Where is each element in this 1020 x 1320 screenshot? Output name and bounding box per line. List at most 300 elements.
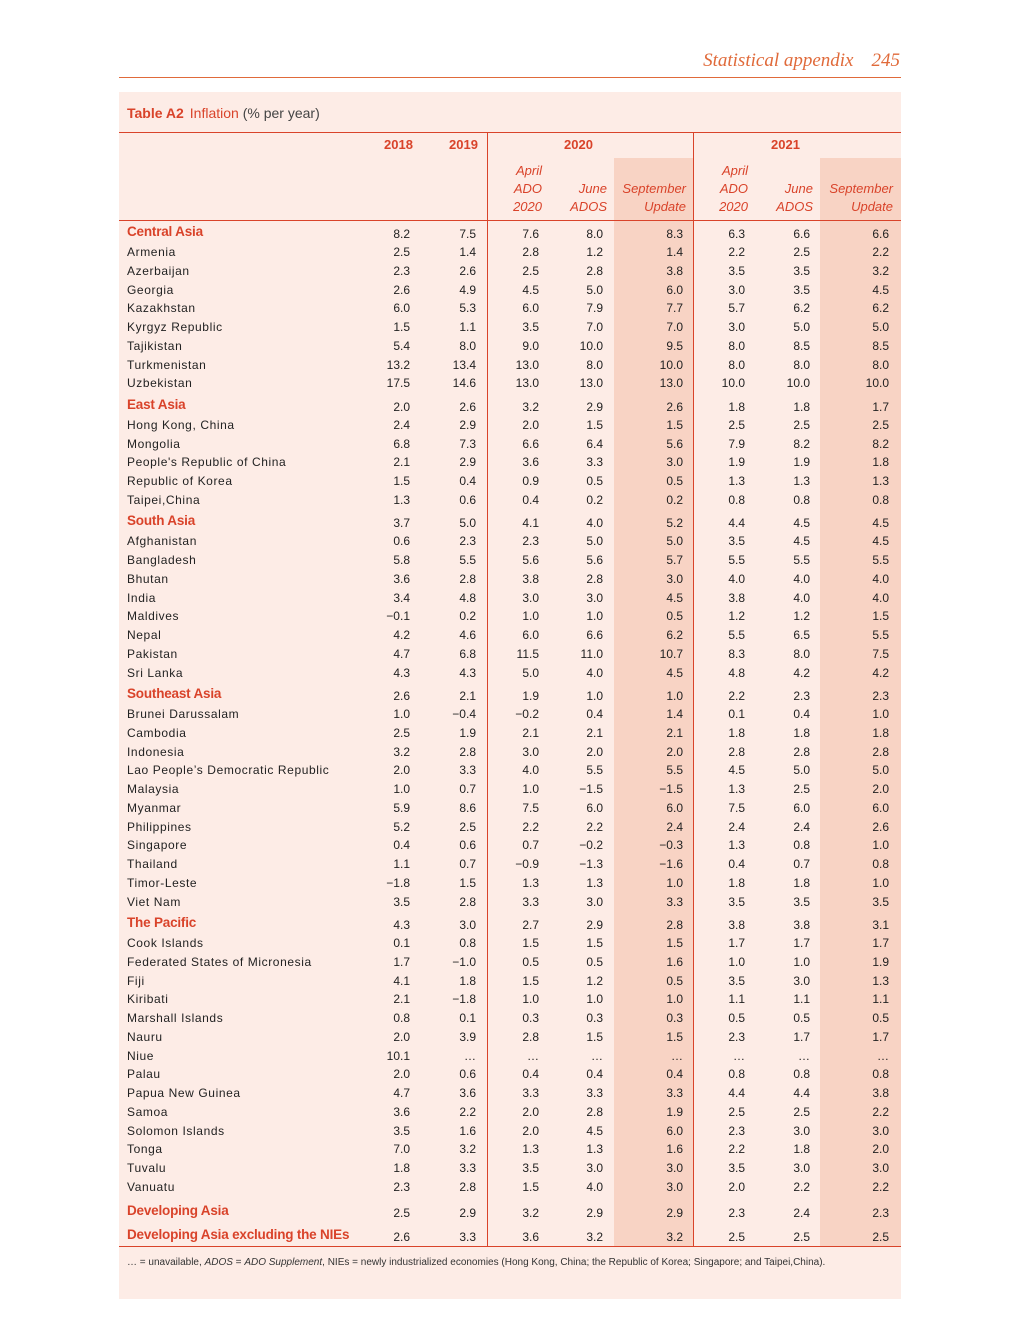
value-cell: 2.0 [393, 399, 410, 414]
value-cell: 2.6 [393, 282, 410, 297]
value-cell: 3.0 [728, 282, 745, 297]
value-cell: 6.0 [666, 800, 683, 815]
table-row [119, 491, 901, 509]
value-cell: −0.2 [579, 838, 603, 853]
value-cell: 13.0 [659, 376, 683, 391]
value-cell: 0.4 [666, 1067, 683, 1082]
table-group-row [119, 397, 901, 417]
value-cell: 4.0 [586, 665, 603, 680]
economy-name: Cambodia [127, 725, 187, 740]
value-cell: 10.0 [786, 376, 810, 391]
economy-name: Kiribati [127, 992, 169, 1007]
value-cell: 1.3 [728, 838, 745, 853]
value-cell: 0.4 [459, 474, 476, 489]
value-cell: 0.8 [728, 1067, 745, 1082]
value-cell: 4.4 [793, 1086, 810, 1100]
value-cell: 0.7 [522, 838, 539, 853]
value-cell: 0.8 [793, 1067, 810, 1082]
value-cell: 1.3 [793, 474, 810, 489]
value-cell: 3.5 [728, 1161, 745, 1175]
value-cell: 3.6 [522, 1230, 539, 1245]
value-cell: 6.2 [872, 301, 889, 316]
value-cell: 2.1 [393, 455, 410, 470]
value-cell: 2.6 [459, 263, 476, 278]
value-cell: 2.0 [586, 744, 603, 759]
value-cell: 4.2 [872, 665, 889, 680]
value-cell: 1.4 [666, 245, 683, 260]
value-cell: 5.0 [586, 282, 603, 297]
value-cell: 3.6 [393, 1104, 410, 1119]
value-cell: 2.1 [522, 725, 539, 740]
table-row [119, 705, 901, 723]
value-cell: 0.4 [393, 838, 410, 853]
value-cell: −0.9 [515, 857, 539, 872]
value-cell: 5.5 [728, 628, 745, 643]
table-row [119, 607, 901, 625]
table-row [119, 243, 901, 261]
value-cell: 0.2 [666, 492, 683, 507]
table-row [119, 972, 901, 990]
value-cell: … [464, 1048, 476, 1063]
value-cell: 1.1 [728, 992, 745, 1007]
value-cell: 2.2 [728, 245, 745, 260]
table-row [119, 836, 901, 854]
table-row [119, 281, 901, 299]
value-cell: 2.7 [522, 917, 539, 932]
value-cell: 5.7 [728, 301, 745, 316]
value-cell: 2.8 [586, 263, 603, 278]
value-cell: 2.6 [459, 399, 476, 414]
economy-name: Malaysia [127, 782, 180, 797]
value-cell: 1.0 [872, 875, 889, 890]
table-number: Table A2 [127, 105, 184, 121]
value-cell: 3.0 [793, 1161, 810, 1175]
value-cell: 0.5 [666, 973, 683, 988]
value-cell: −0.2 [515, 707, 539, 722]
value-cell: 3.5 [393, 894, 410, 909]
value-cell: 1.2 [586, 245, 603, 260]
value-cell: 3.3 [586, 1086, 603, 1100]
value-cell: 4.0 [872, 571, 889, 586]
value-cell: 3.3 [459, 1230, 476, 1245]
value-cell: 5.0 [872, 763, 889, 778]
value-cell: 1.0 [872, 838, 889, 853]
value-cell: 1.5 [666, 417, 683, 432]
value-cell: 4.4 [728, 1086, 745, 1100]
value-cell: 2.0 [522, 1104, 539, 1119]
value-cell: 1.6 [459, 1123, 476, 1138]
value-cell: 1.2 [586, 973, 603, 988]
value-cell: 3.0 [666, 455, 683, 470]
value-cell: 3.8 [728, 917, 745, 932]
value-cell: 2.3 [728, 1205, 745, 1220]
value-cell: 3.8 [728, 590, 745, 605]
value-cell: 6.6 [793, 227, 810, 241]
economy-name: Nauru [127, 1029, 163, 1044]
value-cell: 0.4 [586, 1067, 603, 1082]
value-cell: 6.6 [872, 227, 889, 241]
value-cell: 1.3 [393, 492, 410, 507]
value-cell: 6.0 [666, 282, 683, 297]
value-cell: 8.6 [459, 800, 476, 815]
value-cell: 5.6 [666, 436, 683, 451]
value-cell: 2.9 [459, 1205, 476, 1220]
value-cell: 1.9 [793, 455, 810, 470]
value-cell: 3.0 [793, 1123, 810, 1138]
table-row [119, 1009, 901, 1027]
value-cell: 6.0 [522, 301, 539, 316]
value-cell: 2.0 [393, 1067, 410, 1082]
table-row [119, 589, 901, 607]
value-cell: 4.0 [793, 590, 810, 605]
economy-name: Papua New Guinea [127, 1086, 241, 1100]
economy-name: Singapore [127, 838, 188, 853]
header-bottom-rule [119, 220, 901, 221]
value-cell: 3.6 [459, 1086, 476, 1100]
value-cell: 6.0 [586, 800, 603, 815]
value-cell: 2.8 [872, 744, 889, 759]
table-row [119, 1065, 901, 1083]
table-row [119, 626, 901, 644]
value-cell: 0.8 [872, 1067, 889, 1082]
value-cell: 1.8 [459, 973, 476, 988]
value-cell: 4.5 [793, 516, 810, 531]
value-cell: … [671, 1048, 683, 1063]
value-cell: 0.5 [586, 954, 603, 969]
table-row [119, 953, 901, 971]
value-cell: 2.3 [393, 1179, 410, 1194]
value-cell: 1.4 [666, 707, 683, 722]
value-cell: 3.0 [586, 894, 603, 909]
table-row [119, 532, 901, 550]
economy-name: Niue [127, 1048, 155, 1063]
economy-name: Tuvalu [127, 1161, 167, 1175]
value-cell: 1.1 [872, 992, 889, 1007]
value-cell: 2.5 [793, 782, 810, 797]
value-cell: 1.2 [728, 609, 745, 624]
value-cell: 4.5 [586, 1123, 603, 1138]
economy-name: Cook Islands [127, 936, 204, 950]
footnote-text-2: = [232, 1257, 245, 1268]
value-cell: 0.5 [522, 954, 539, 969]
value-cell: 7.7 [666, 301, 683, 316]
value-cell: 3.0 [459, 917, 476, 932]
economy-name: Azerbaijan [127, 263, 190, 278]
value-cell: 3.1 [872, 917, 889, 932]
value-cell: 3.3 [522, 894, 539, 909]
value-cell: 2.4 [793, 819, 810, 834]
value-cell: 1.3 [872, 474, 889, 489]
value-cell: 0.9 [522, 474, 539, 489]
value-cell: 1.5 [586, 936, 603, 950]
value-cell: −1.8 [386, 875, 410, 890]
value-cell: 2.8 [793, 744, 810, 759]
value-cell: 0.4 [522, 1067, 539, 1082]
year-2020: 2020 [564, 137, 593, 152]
value-cell: 1.9 [728, 455, 745, 470]
value-cell: 2.5 [793, 1230, 810, 1245]
economy-name: Solomon Islands [127, 1123, 225, 1138]
table-row [119, 356, 901, 374]
value-cell: −1.3 [579, 857, 603, 872]
value-cell: 8.0 [793, 646, 810, 661]
value-cell: 5.8 [393, 553, 410, 568]
value-cell: 2.5 [793, 245, 810, 260]
value-cell: 2.1 [586, 725, 603, 740]
value-cell: 8.5 [872, 338, 889, 353]
subheader-2020-september: September Update [622, 181, 686, 214]
table-row [119, 262, 901, 280]
year-2018: 2018 [384, 137, 413, 152]
value-cell: 4.5 [872, 534, 889, 549]
economy-name: Developing Asia excluding the NIEs [127, 1227, 350, 1243]
value-cell: 8.2 [393, 227, 410, 241]
value-cell: 1.5 [586, 1029, 603, 1044]
value-cell: 1.8 [728, 875, 745, 890]
value-cell: 2.8 [586, 1104, 603, 1119]
economy-name: Afghanistan [127, 534, 197, 549]
value-cell: 6.0 [872, 800, 889, 815]
table-row [119, 664, 901, 682]
value-cell: 5.2 [393, 819, 410, 834]
economy-name: East Asia [127, 396, 186, 412]
value-cell: 4.0 [522, 763, 539, 778]
value-cell: 3.0 [666, 1179, 683, 1194]
value-cell: 3.5 [393, 1123, 410, 1138]
value-cell: 5.0 [666, 534, 683, 549]
value-cell: 13.4 [452, 357, 476, 372]
value-cell: 7.0 [586, 320, 603, 335]
value-cell: 1.0 [872, 707, 889, 722]
table-row [119, 472, 901, 490]
value-cell: 6.2 [666, 628, 683, 643]
value-cell: 7.5 [872, 646, 889, 661]
value-cell: 3.0 [872, 1161, 889, 1175]
footnote-text-3: , NIEs = newly industrialized economies (Hong Kong, China; the Republic of Korea; Singapore; and Taipei,China). [322, 1257, 826, 1268]
value-cell: 4.0 [586, 1179, 603, 1194]
value-cell: 4.5 [793, 534, 810, 549]
value-cell: 3.5 [872, 894, 889, 909]
value-cell: 3.7 [393, 516, 410, 531]
value-cell: 0.7 [459, 782, 476, 797]
value-cell: 8.0 [586, 357, 603, 372]
subheader-2021-september: September Update [829, 181, 893, 214]
table-row [119, 780, 901, 798]
value-cell: −0.4 [452, 707, 476, 722]
value-cell: 4.3 [459, 665, 476, 680]
value-cell: 1.5 [459, 875, 476, 890]
value-cell: 1.0 [522, 782, 539, 797]
value-cell: 5.5 [586, 763, 603, 778]
value-cell: 0.1 [393, 936, 410, 950]
value-cell: … [591, 1048, 603, 1063]
economy-name: Bangladesh [127, 553, 197, 568]
value-cell: 0.4 [586, 707, 603, 722]
value-cell: 1.0 [728, 954, 745, 969]
table-row [119, 299, 901, 317]
running-head-section: Statistical appendix [703, 50, 854, 71]
footnote-text-1: … = unavailable, [127, 1257, 205, 1268]
value-cell: 4.0 [728, 571, 745, 586]
value-cell: 6.0 [393, 301, 410, 316]
value-cell: 2.0 [393, 763, 410, 778]
value-cell: 2.3 [522, 534, 539, 549]
value-cell: 1.3 [728, 782, 745, 797]
value-cell: 3.8 [872, 1086, 889, 1100]
value-cell: 3.5 [728, 973, 745, 988]
value-cell: 3.3 [666, 894, 683, 909]
economy-name: Uzbekistan [127, 376, 193, 391]
value-cell: 3.0 [586, 590, 603, 605]
value-cell: 0.5 [793, 1011, 810, 1025]
economy-name: Marshall Islands [127, 1011, 224, 1025]
value-cell: 2.2 [586, 819, 603, 834]
value-cell: 0.7 [793, 857, 810, 872]
value-cell: 0.2 [459, 609, 476, 624]
economy-name: Maldives [127, 609, 180, 624]
value-cell: 7.3 [459, 436, 476, 451]
value-cell: 2.6 [666, 399, 683, 414]
economy-name: Viet Nam [127, 894, 181, 909]
value-cell: 1.1 [459, 320, 476, 335]
table-row [119, 893, 901, 911]
economy-name: Pakistan [127, 646, 178, 661]
value-cell: 2.8 [459, 1179, 476, 1194]
value-cell: 1.3 [522, 875, 539, 890]
value-cell: 1.0 [586, 609, 603, 624]
value-cell: 2.2 [872, 245, 889, 260]
value-cell: 0.3 [666, 1011, 683, 1025]
value-cell: 4.1 [393, 973, 410, 988]
value-cell: 0.5 [728, 1011, 745, 1025]
value-cell: … [877, 1048, 889, 1063]
caption-rule [119, 132, 901, 133]
value-cell: 2.0 [728, 1179, 745, 1194]
value-cell: 2.9 [459, 455, 476, 470]
value-cell: 2.6 [872, 819, 889, 834]
value-cell: 6.6 [586, 628, 603, 643]
table-group-row [119, 1203, 901, 1223]
table-row [119, 934, 901, 952]
value-cell: 1.5 [522, 1179, 539, 1194]
table-row [119, 743, 901, 761]
value-cell: 2.2 [793, 1179, 810, 1194]
value-cell: 11.5 [516, 646, 539, 661]
table-row [119, 337, 901, 355]
table-row [119, 374, 901, 392]
value-cell: −0.3 [659, 838, 683, 853]
value-cell: −1.5 [579, 782, 603, 797]
value-cell: 3.0 [666, 571, 683, 586]
value-cell: 4.5 [872, 282, 889, 297]
table-row [119, 1140, 901, 1158]
table-row [119, 799, 901, 817]
value-cell: 6.2 [793, 301, 810, 316]
value-cell: 4.8 [459, 590, 476, 605]
footnote-ados: ADOS [204, 1257, 233, 1268]
value-cell: 5.5 [793, 553, 810, 568]
value-cell: 1.6 [666, 1142, 683, 1157]
value-cell: 3.5 [522, 1161, 539, 1175]
value-cell: 2.0 [522, 1123, 539, 1138]
year-2019: 2019 [449, 137, 478, 152]
economy-name: Samoa [127, 1104, 169, 1119]
value-cell: 2.1 [459, 688, 476, 703]
value-cell: 5.5 [872, 628, 889, 643]
value-cell: 2.2 [872, 1179, 889, 1194]
value-cell: 7.0 [393, 1142, 410, 1157]
subheader-2020-june: June ADOS [570, 181, 607, 214]
table-row [119, 435, 901, 453]
value-cell: 2.3 [728, 1123, 745, 1138]
value-cell: 4.6 [459, 628, 476, 643]
value-cell: 3.0 [522, 744, 539, 759]
value-cell: 2.2 [728, 688, 745, 703]
value-cell: 5.0 [586, 534, 603, 549]
value-cell: 5.3 [459, 301, 476, 316]
value-cell: 8.3 [728, 646, 745, 661]
value-cell: −1.8 [452, 992, 476, 1007]
value-cell: 5.5 [666, 763, 683, 778]
table-unit: (% per year) [242, 105, 320, 121]
table-row [119, 855, 901, 873]
economy-name: Indonesia [127, 744, 185, 759]
value-cell: 2.5 [793, 1104, 810, 1119]
value-cell: 2.5 [872, 417, 889, 432]
value-cell: 5.7 [666, 553, 683, 568]
value-cell: 3.3 [459, 763, 476, 778]
economy-name: Nepal [127, 628, 162, 643]
value-cell: 3.0 [522, 590, 539, 605]
value-cell: 1.1 [393, 857, 410, 872]
value-cell: 6.3 [728, 227, 745, 241]
value-cell: 3.3 [666, 1086, 683, 1100]
economy-name: People's Republic of China [127, 455, 287, 470]
value-cell: 0.8 [793, 492, 810, 507]
value-cell: 3.2 [666, 1230, 683, 1245]
value-cell: 2.4 [728, 819, 745, 834]
economy-name: Tonga [127, 1142, 163, 1157]
page-number: 245 [871, 50, 900, 71]
value-cell: 3.3 [459, 1161, 476, 1175]
value-cell: 1.7 [393, 954, 410, 969]
value-cell: 6.8 [393, 436, 410, 451]
running-head [703, 50, 900, 72]
value-cell: 7.5 [728, 800, 745, 815]
value-cell: 4.7 [393, 646, 410, 661]
value-cell: 1.8 [728, 399, 745, 414]
economy-name: Armenia [127, 245, 176, 260]
table-row [119, 724, 901, 742]
value-cell: 5.0 [872, 320, 889, 335]
value-cell: 3.9 [459, 1029, 476, 1044]
table-footnote [127, 1257, 825, 1268]
value-cell: 0.6 [459, 838, 476, 853]
value-cell: 1.5 [522, 936, 539, 950]
table-row [119, 1122, 901, 1140]
value-cell: 2.8 [459, 894, 476, 909]
value-cell: 5.0 [793, 320, 810, 335]
value-cell: 6.0 [666, 1123, 683, 1138]
value-cell: 2.5 [393, 725, 410, 740]
value-cell: 1.9 [459, 725, 476, 740]
table-row [119, 818, 901, 836]
value-cell: 0.8 [459, 936, 476, 950]
value-cell: −0.1 [386, 609, 410, 624]
table-row [119, 990, 901, 1008]
value-cell: 1.0 [666, 875, 683, 890]
value-cell: 10.7 [659, 646, 683, 661]
